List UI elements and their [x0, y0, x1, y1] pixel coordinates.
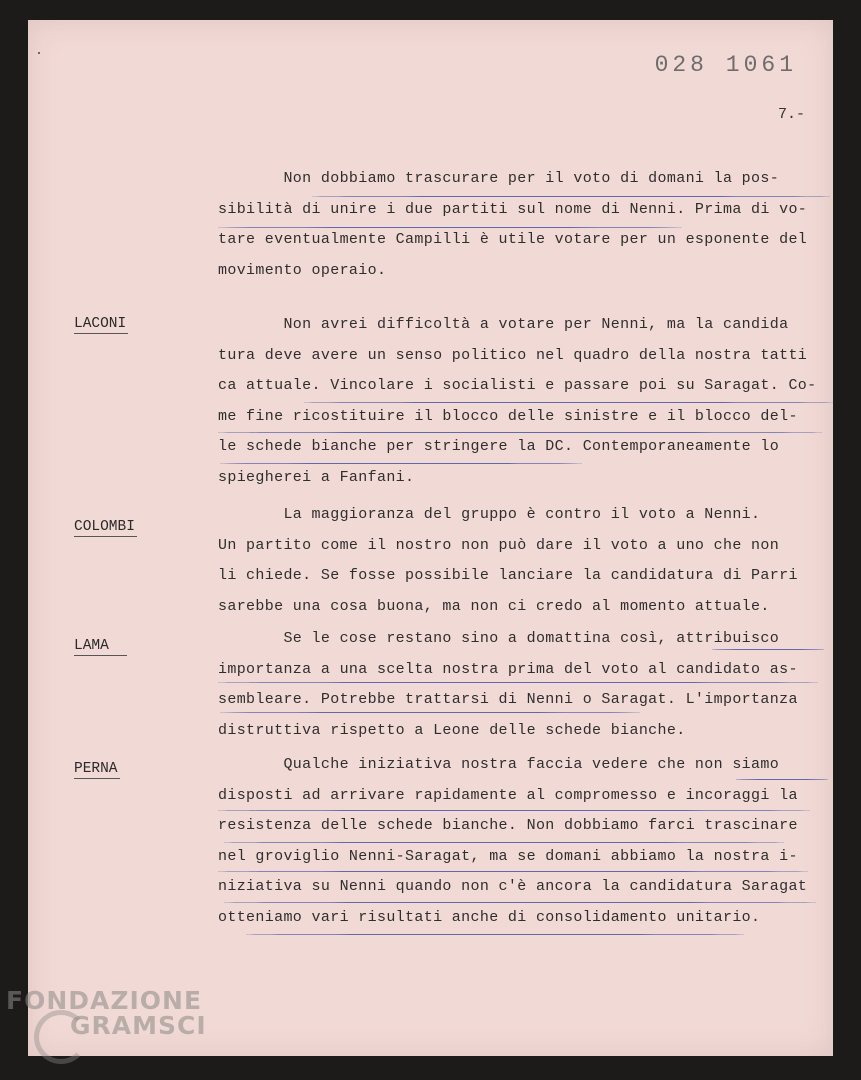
- text-line: spiegherei a Fanfani.: [218, 468, 415, 486]
- text-line: Non avrei difficoltà a votare per Nenni, ma la candida: [218, 316, 789, 333]
- pen-underline: [218, 682, 818, 683]
- speaker-name: COLOMBI: [74, 519, 135, 535]
- text-line: me fine ricostituire il blocco delle sinistre e il blocco del-: [218, 407, 798, 425]
- text-line: tura deve avere un senso politico nel quadro della nostra tatti: [218, 346, 808, 364]
- pen-underline: [218, 227, 682, 228]
- watermark-line2: GRAMSCI: [70, 1011, 207, 1040]
- pen-underline: [220, 712, 640, 713]
- text-line: ca attuale. Vincolare i socialisti e passare poi su Saragat. Co-: [218, 377, 817, 394]
- text-line: disposti ad arrivare rapidamente al compromesso e incoraggi la: [218, 786, 798, 804]
- text-line: otteniamo vari risultati anche di consolidamento unitario.: [218, 908, 761, 926]
- text-line: distruttiva rispetto a Leone delle schede bianche.: [218, 721, 686, 739]
- text-line: sibilità di unire i due partiti sul nome di Nenni. Prima di vo-: [218, 200, 808, 218]
- text-line: Qualche iniziativa nostra faccia vedere che non siamo: [218, 756, 780, 773]
- paper-mark: [38, 52, 40, 54]
- paragraph-text: [218, 624, 828, 746]
- pen-underline: [218, 871, 808, 872]
- watermark-line1: FONDAZIONE: [6, 986, 203, 1015]
- text-line: li chiede. Se fosse possibile lanciare la candidatura di Parri: [218, 567, 798, 584]
- pen-underline: [220, 463, 582, 464]
- text-line: tare eventualmente Campilli è utile votare per un esponente del: [218, 231, 808, 248]
- watermark: [6, 986, 207, 1040]
- text-line: Se le cose restano sino a domattina così, attribuisco: [218, 630, 780, 647]
- text-line: Non dobbiamo trascurare per il voto di domani la pos-: [218, 170, 780, 187]
- text-line: movimento operaio.: [218, 261, 387, 279]
- text-line: nel groviglio Nenni-Saragat, ma se domani abbiamo la nostra i-: [218, 847, 798, 865]
- pen-underline: [304, 402, 834, 403]
- pen-underline: [246, 934, 744, 935]
- text-line: resistenza delle schede bianche. Non dobbiamo farci trascinare: [218, 817, 798, 834]
- text-line: le schede bianche per stringere la DC. Contemporaneamente lo: [218, 438, 780, 455]
- page-number: 7.-: [777, 106, 805, 123]
- paragraph-text: [218, 164, 828, 286]
- speaker-name: LAMA: [74, 637, 127, 656]
- pen-underline: [224, 842, 784, 843]
- pen-underline: [712, 649, 824, 650]
- text-line: sarebbe una cosa buona, ma non ci credo al momento attuale.: [218, 597, 770, 615]
- paragraph-text: [218, 500, 828, 622]
- text-line: importanza a una scelta nostra prima del voto al candidato as-: [218, 660, 798, 678]
- text-line: niziativa su Nenni quando non c'è ancora la candidatura Saragat: [218, 878, 808, 895]
- speaker-name: PERNA: [74, 761, 118, 777]
- document-page: [28, 20, 833, 1056]
- text-line: sembleare. Potrebbe trattarsi di Nenni o Saragat. L'importanza: [218, 691, 798, 708]
- text-line: La maggioranza del gruppo è contro il voto a Nenni.: [218, 506, 761, 523]
- speaker-name: LACONI: [74, 316, 127, 332]
- text-line: Un partito come il nostro non può dare il voto a uno che non: [218, 536, 780, 554]
- document-number: 028 1061: [654, 52, 797, 78]
